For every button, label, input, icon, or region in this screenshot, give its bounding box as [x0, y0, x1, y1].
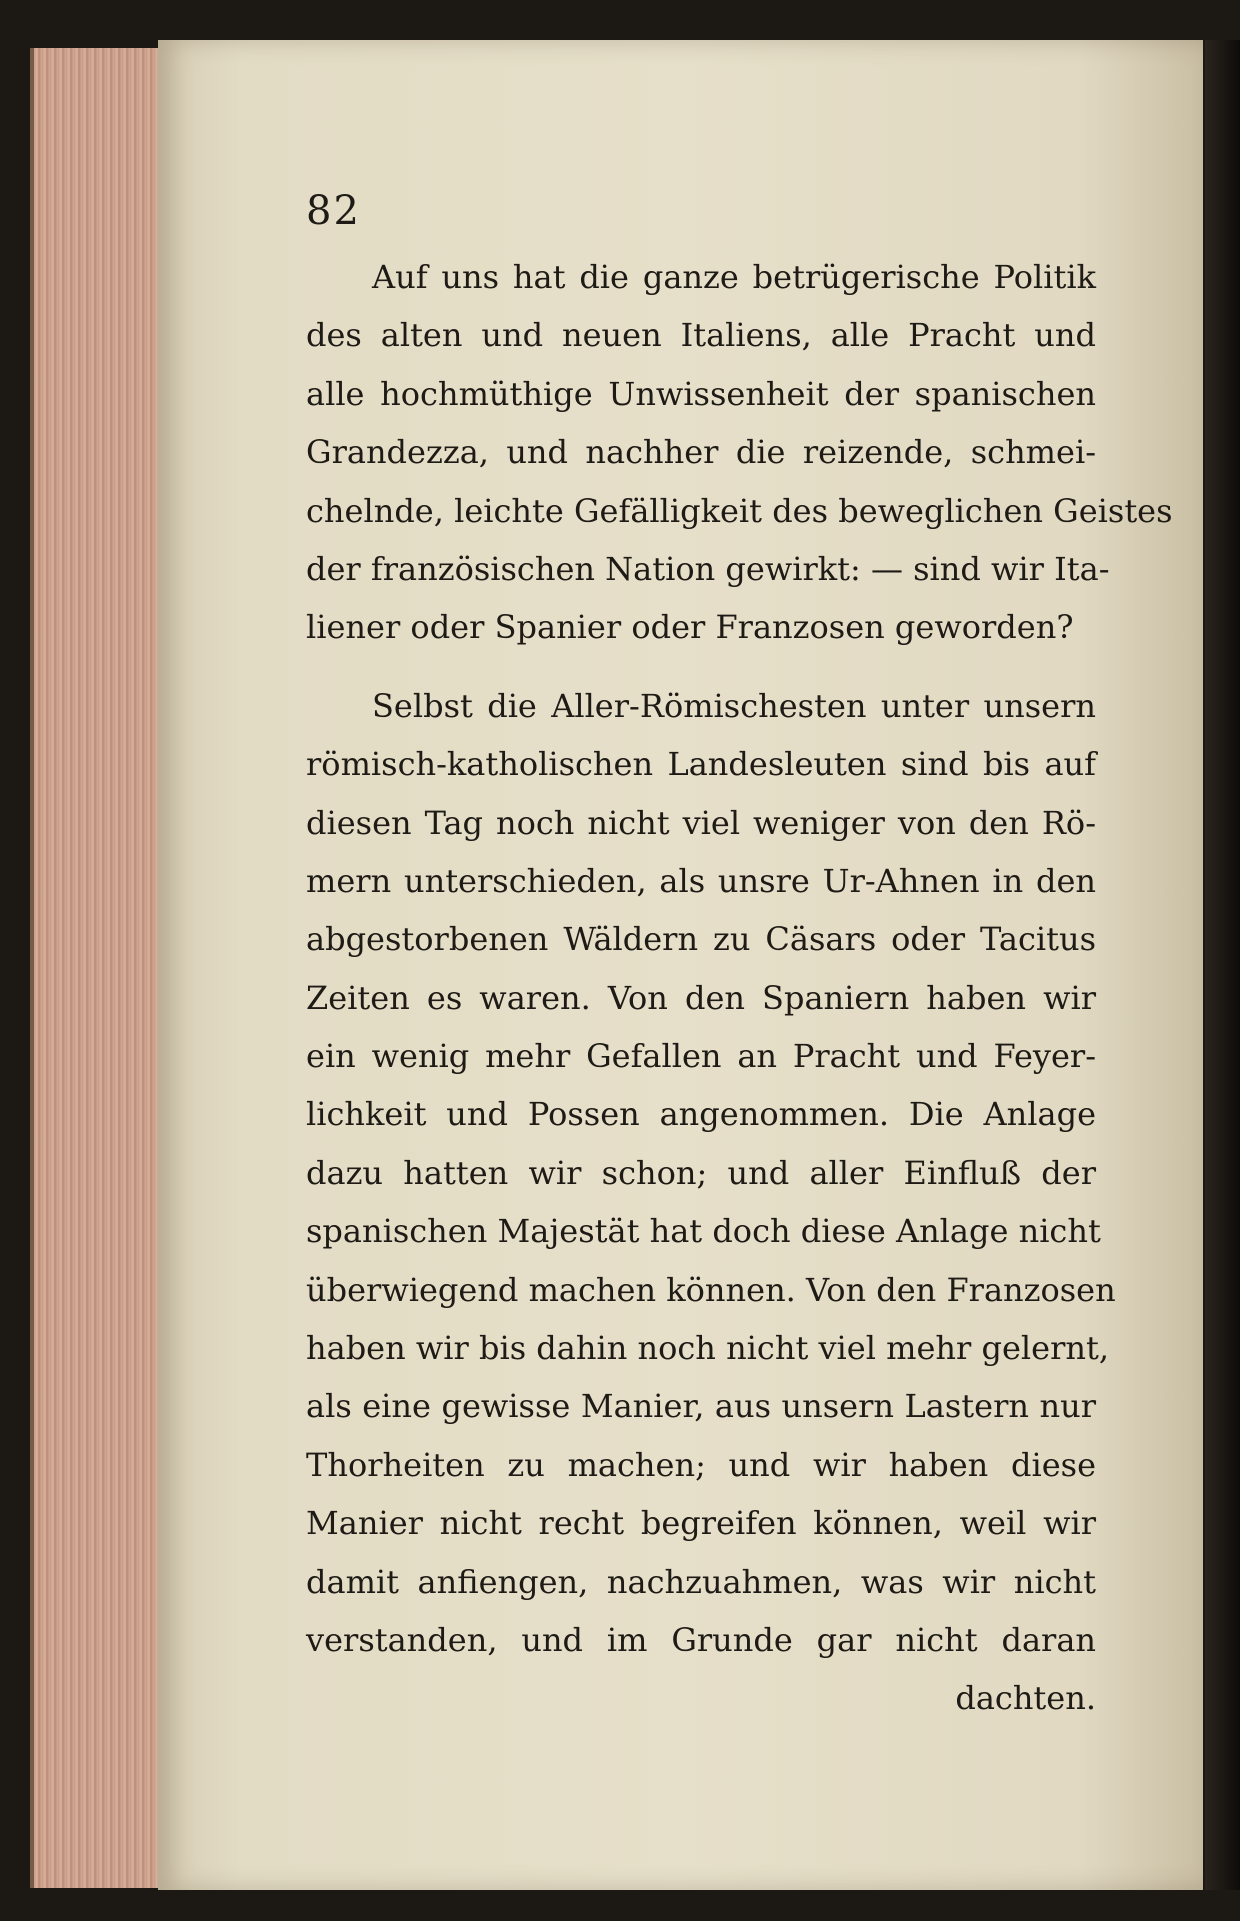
paragraph [306, 677, 1116, 1728]
text-line: lichkeit und Possen angenommen. Die Anlage [306, 1095, 1096, 1134]
text-line: diesen Tag noch nicht viel weniger von den Rö- [306, 803, 1096, 842]
text-line: als eine gewisse Manier, aus unsern Lastern nur [306, 1387, 1096, 1426]
text-line: alle hochmüthige Unwissenheit der spanischen [306, 374, 1096, 413]
text-line: römisch-katholischen Landesleuten sind bis auf [306, 745, 1096, 784]
text-line: chelnde, leichte Gefälligkeit des beweglichen Geistes [306, 491, 1173, 530]
text-line: Zeiten es waren. Von den Spaniern haben wir [306, 978, 1096, 1017]
closing-word: dachten. [955, 1679, 1096, 1718]
body-text [306, 248, 1173, 1728]
text-line: der französischen Nation gewirkt: — sind wir Ita- [306, 549, 1110, 588]
text-line: damit anfiengen, nachzuahmen, was wir nicht [306, 1562, 1096, 1601]
book-page-edges [30, 48, 162, 1888]
text-line: spanischen Majestät hat doch diese Anlage nicht [306, 1212, 1101, 1251]
paragraph-gap [306, 657, 1096, 677]
text-line: Auf uns hat die ganze betrügerische Politik [372, 258, 1096, 296]
text-line: des alten und neuen Italiens, alle Pracht und [306, 316, 1096, 355]
text-line: Selbst die Aller-Römischesten unter unsern [372, 686, 1096, 725]
text-line: dazu hatten wir schon; und aller Einfluß der [306, 1153, 1096, 1192]
paragraph [306, 248, 1173, 657]
text-line: ein wenig mehr Gefallen an Pracht und Feyer- [306, 1037, 1096, 1076]
text-line: liener oder Spanier oder Franzosen geworden? [306, 608, 1074, 647]
book-gutter [1205, 40, 1240, 1890]
text-line: haben wir bis dahin noch nicht viel mehr gelernt, [306, 1329, 1110, 1368]
text-line: Grandezza, und nachher die reizende, schmei- [306, 433, 1096, 472]
text-line: Thorheiten zu machen; und wir haben diese [306, 1445, 1096, 1484]
text-line: überwiegend machen können. Von den Franzosen [306, 1270, 1116, 1309]
text-line: mern unterschieden, als unsre Ur-Ahnen in den [306, 861, 1096, 900]
text-line: abgestorbenen Wäldern zu Cäsars oder Tacitus [306, 920, 1096, 959]
text-line: Manier nicht recht begreifen können, weil wir [306, 1504, 1096, 1543]
page-number: 82 [306, 188, 361, 234]
text-line: verstanden, und im Grunde gar nicht daran [306, 1620, 1096, 1659]
